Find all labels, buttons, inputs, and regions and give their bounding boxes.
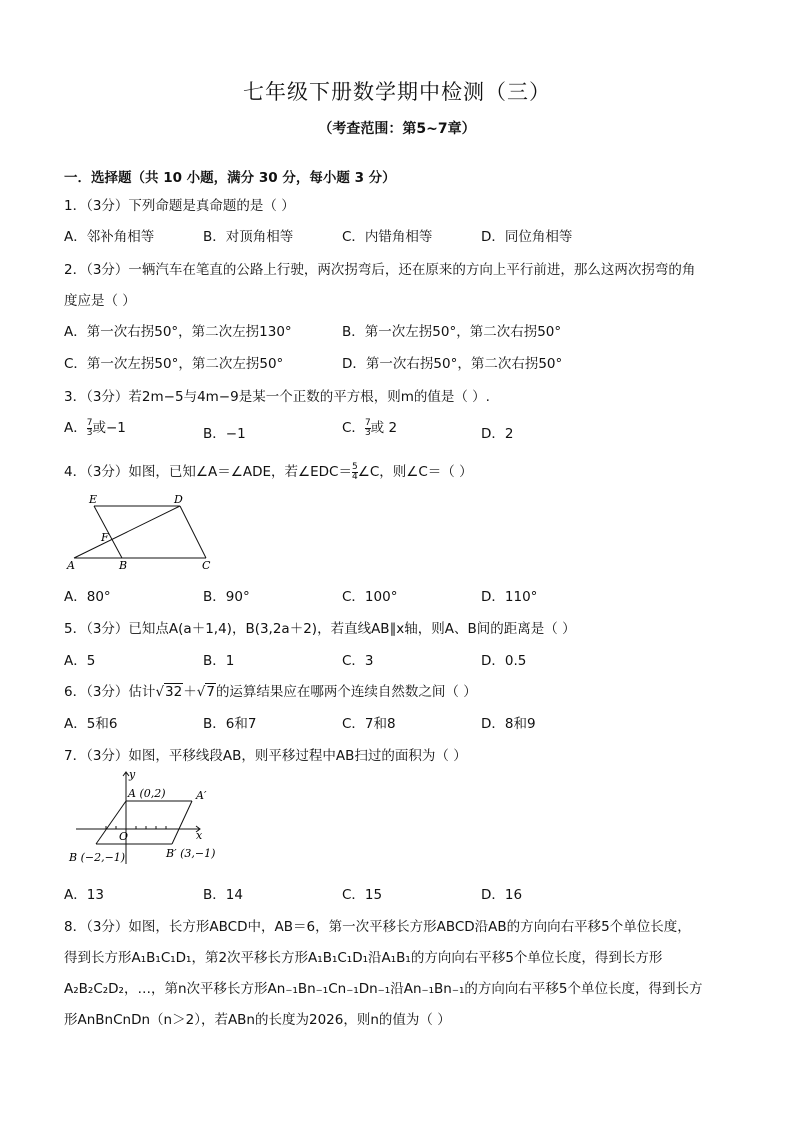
fig7-label-a: A (0,2) [128,787,166,800]
fig4-label-d: D [174,493,183,506]
question-6-stem [64,680,477,700]
question-8-line1: 8．（3分）如图，长方形ABCD中，AB＝6，第一次平移长方形ABCD沿AB的方向向右平移5个单位长度， [64,919,691,935]
q4-stem-part-b: ∠C，则∠C＝（ ） [357,464,473,480]
fig4-label-b: B [119,559,128,572]
question-7-stem: 7．（3分）如图，平移线段AB，则平移过程中AB扫过的面积为（ ） [64,748,467,764]
q7-option-b: B．14 [203,887,243,903]
q6-option-b: B．6和7 [203,716,257,732]
fig7-label-o: O [119,830,129,843]
q7-option-d: D．16 [481,887,523,903]
fraction-numerator: 5 [351,461,358,472]
page-subtitle: （考查范围：第5~7章） [318,121,476,137]
question-2-stem-line1: 2．（3分）一辆汽车在笔直的公路上行驶，两次拐弯后，还在原来的方向上平行前进，那么这两次拐弯的角 [64,262,696,278]
question-2-stem-line2: 度应是（ ） [64,293,136,309]
q6-option-a: A．5和6 [64,716,118,732]
fig7-label-b-prime: B′ (3,−1) [166,847,216,860]
q3-option-a-rest: 或−1 [92,420,126,436]
q3-option-a [64,416,126,438]
q2-option-c: C．第一次左拐50°，第二次左拐50° [64,356,284,372]
q1-option-a: A．邻补角相等 [64,229,155,245]
q7-coordinate-figure [62,766,222,868]
question-8-line3: A₂B₂C₂D₂，…，第n次平移长方形An₋₁Bn₋₁Cn₋₁Dn₋₁沿An₋₁Bn₋₁的方向向右平移5个单位长度，得到长方 [64,981,703,997]
q7-option-c: C．15 [342,887,383,903]
fig7-label-b: B (−2,−1) [69,851,126,864]
q4-option-c: C．100° [342,589,398,605]
q6-radicand-1: 32 [165,684,183,700]
fig7-label-y: y [129,768,136,781]
fraction-denominator: 3 [364,427,371,438]
q4-stem-part-a: 4．（3分）如图，已知∠A＝∠ADE，若∠EDC＝ [64,464,352,480]
q4-parallelogram-figure [62,492,222,574]
fig4-label-c: C [202,559,211,572]
fraction-numerator: 7 [86,417,93,428]
q3-option-d: D．2 [481,426,514,442]
q4-option-b: B．90° [203,589,250,605]
question-4-stem [64,460,473,482]
q3-option-c-rest: 或 2 [370,420,398,436]
q3-option-c-label: C． [342,420,365,436]
q1-option-d: D．同位角相等 [481,229,573,245]
q5-option-c: C．3 [342,653,374,669]
q6-stem-part-a: 6．（3分）估计 [64,684,156,700]
q6-radicand-2: 7 [206,684,215,700]
q2-option-a: A．第一次右拐50°，第二次左拐130° [64,324,292,340]
q5-option-d: D．0.5 [481,653,527,669]
q6-stem-part-b: 的运算结果应在哪两个连续自然数之间（ ） [215,684,477,700]
fig7-label-a-prime: A′ [196,789,207,802]
q2-option-d: D．第一次右拐50°，第二次右拐50° [342,356,563,372]
question-3-stem: 3．（3分）若2m−5与4m−9是某一个正数的平方根，则m的值是（ ）. [64,389,490,405]
q7-option-a: A．13 [64,887,104,903]
q1-option-b: B．对顶角相等 [203,229,294,245]
fig4-label-a: A [67,559,75,572]
q6-option-c: C．7和8 [342,716,396,732]
fraction-denominator: 4 [351,471,358,482]
q4-option-d: D．110° [481,589,538,605]
q6-plus: ＋ [183,684,197,700]
fraction-numerator: 7 [364,417,371,428]
fig7-label-x: x [196,829,203,842]
q2-option-b: B．第一次左拐50°，第二次右拐50° [342,324,562,340]
fig4-label-e: E [89,493,98,506]
section-heading: 一．选择题（共 10 小题，满分 30 分，每小题 3 分） [64,170,396,186]
question-5-stem: 5．（3分）已知点A(a＋1,4)，B(3,2a＋2)，若直线AB∥x轴，则A、B间的距离是（ ） [64,621,576,637]
q5-option-a: A．5 [64,653,96,669]
q5-option-b: B．1 [203,653,235,669]
question-8-line2: 得到长方形A₁B₁C₁D₁，第2次平移长方形A₁B₁C₁D₁沿A₁B₁的方向向右平移5个单位长度，得到长方形 [64,950,663,966]
fraction-denominator: 3 [86,427,93,438]
page-title: 七年级下册数学期中检测（三） [243,80,551,104]
sqrt-icon: √ [155,684,165,700]
sqrt-icon: √ [196,684,206,700]
q4-option-a: A．80° [64,589,111,605]
q1-option-c: C．内错角相等 [342,229,433,245]
question-1-stem: 1．（3分）下列命题是真命题的是（ ） [64,198,295,214]
q3-option-c [342,416,397,438]
q3-option-a-label: A． [64,420,87,436]
fig4-label-f: F [101,531,109,544]
q3-option-b: B．−1 [203,426,246,442]
q6-option-d: D．8和9 [481,716,536,732]
question-8-line4: 形AnBnCnDn（n＞2），若ABn的长度为2026，则n的值为（ ） [64,1012,451,1028]
